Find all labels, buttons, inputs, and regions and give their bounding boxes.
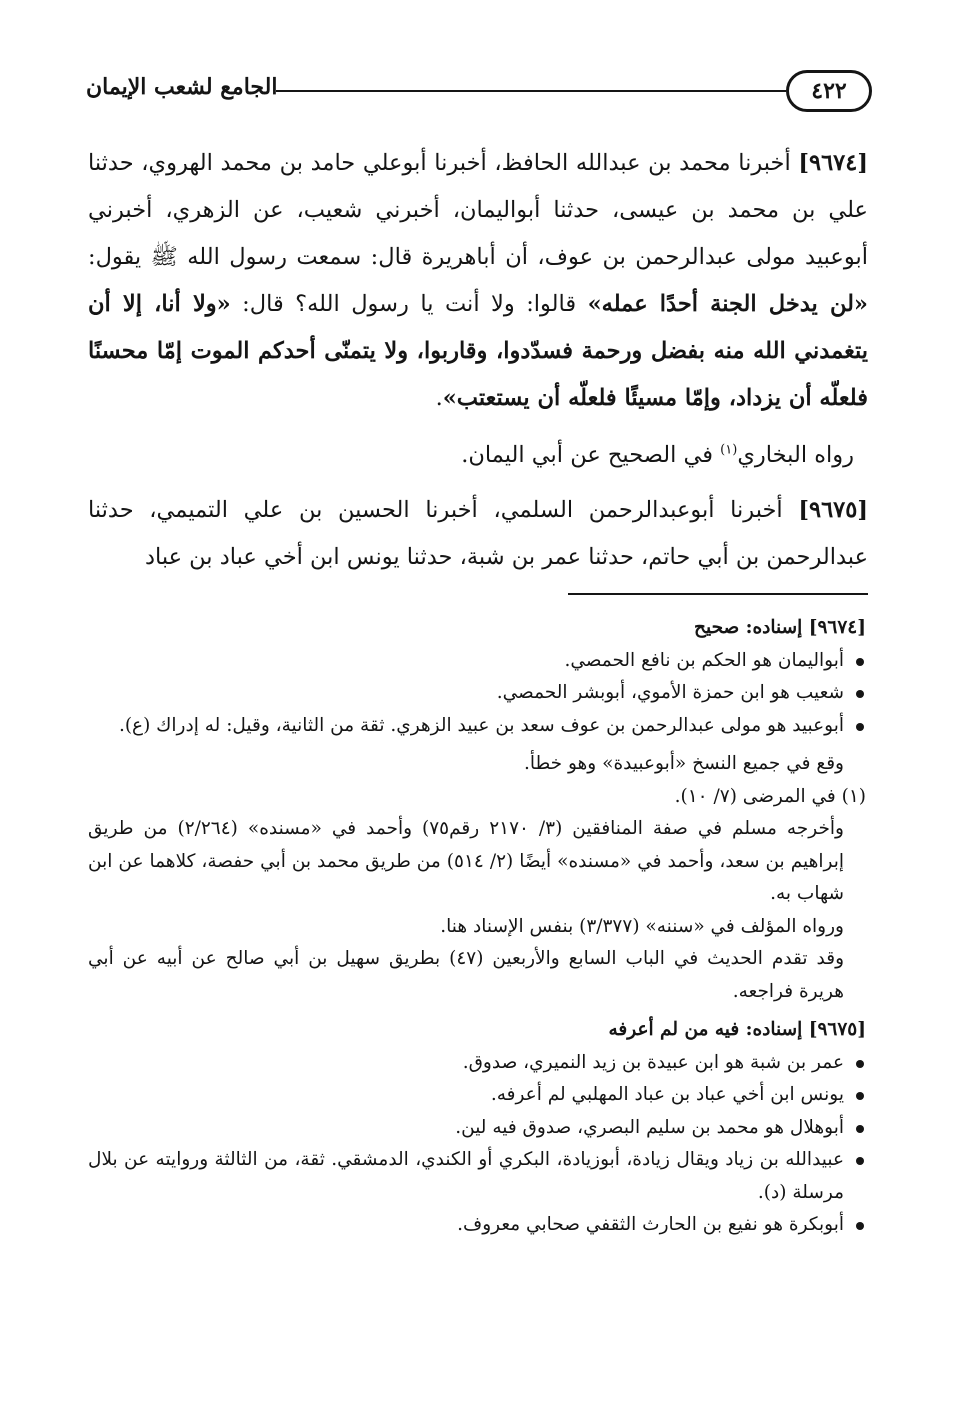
isnad-text: أخبرنا محمد بن عبدالله الحافظ، أخبرنا أبوعلي حامد بن محمد الهروي، حدثنا علي بن محمد بن عيسى، حدثنا أبواليمان، أخبرني شعيب، عن الزهري، أخبرني أبوعبيد مولى عبدالرحمن بن عوف، أن أباهريرة قال: سمعت رسول الله ﷺ يقول:: [88, 150, 868, 270]
footnotes: [88, 612, 866, 1242]
footnote-separator: [568, 593, 868, 595]
list-item: يونس ابن أخي عباد بن عباد المهلبي لم أعرفه.: [88, 1079, 844, 1112]
matn-connector: قالوا: ولا أنت يا رسول الله؟ قال:: [230, 291, 588, 317]
hadith-9675: [88, 487, 868, 581]
note-paragraph: وقد تقدم الحديث في الباب السابع والأربعين (٤٧) بطريق سهيل بن أبي صالح عن أبيه عن أبي هريرة فراجعه.: [88, 948, 845, 1002]
list-item: عبيدالله بن زياد ويقال زيادة، أبوزيادة، البكري أو الكندي، الدمشقي. ثقة، من الثالثة وروايته عن بلال مرسلة (د).: [88, 1144, 844, 1209]
hadith-number: [٩٦٧٤]: [798, 150, 868, 176]
list-item: عمر بن شبة هو ابن عبيدة بن زيد النميري، صدوق.: [88, 1047, 844, 1080]
narrator-list: [88, 645, 866, 743]
book-title: الجامع لشعب الإيمان: [86, 74, 278, 100]
footnote-1: (١) في المرضى (٧/ ١٠).: [674, 785, 866, 807]
header-rule: [276, 90, 786, 92]
list-item: شعيب هو ابن حمزة الأموي، أبوبشر الحمصي.: [88, 677, 844, 710]
riwaya-line: [88, 432, 854, 479]
footnote-ref[interactable]: (١): [720, 442, 738, 458]
riwaya-text: في الصحيح عن أبي اليمان.: [461, 442, 721, 468]
note-heading: [٩٦٧٤] إسناده: صحيح: [694, 617, 866, 638]
matn-quote: «لن يدخل الجنة أحدًا عمله»: [587, 291, 868, 317]
page-number: ٤٢٢: [786, 70, 872, 112]
isnad-text: أخبرنا أبوعبدالرحمن السلمي، أخبرنا الحسين بن علي التميمي، حدثنا عبدالرحمن بن أبي حاتم، حدثنا عمر بن شبة، حدثنا يونس ابن أخي عباد بن عباد: [88, 497, 868, 570]
hadith-number: [٩٦٧٥]: [798, 497, 868, 523]
main-text: [88, 140, 868, 591]
note-paragraph: وقع في جميع النسخ «أبوعبيدة» وهو خطأ.: [523, 753, 844, 774]
riwaya-text: رواه البخاري: [737, 442, 854, 468]
note-heading: [٩٦٧٥] إسناده: فيه من لم أعرفه: [608, 1019, 866, 1040]
matn-end: .: [435, 385, 443, 411]
note-paragraph: وأخرجه مسلم في صفة المنافقين (٣/ ٢١٧٠ رقم٧٥) وأحمد في «مسنده» (٢/٢٦٤) من طريق إبراهيم بن سعد، وأحمد في «مسنده» أيضًا (٢/ ٥١٤) من طريق محمد بن أبي حفصة، كلاهما عن ابن شهاب به.: [88, 818, 844, 904]
narrator-list: [88, 1047, 866, 1242]
list-item: أبوعبيد هو مولى عبدالرحمن بن عوف سعد بن عبيد الزهري. ثقة من الثانية، وقيل: له إدراك (ع).: [88, 710, 844, 743]
list-item: أبواليمان هو الحكم بن نافع الحمصي.: [88, 645, 844, 678]
page-header: [86, 60, 872, 122]
list-item: أبوهلال هو محمد بن سليم البصري، صدوق فيه لين.: [88, 1112, 844, 1145]
hadith-9674: [88, 140, 868, 422]
note-paragraph: ورواه المؤلف في «سننه» (٣/٣٧٧) بنفس الإسناد هنا.: [440, 915, 844, 937]
list-item: أبوبكرة هو نفيع بن الحارث الثقفي صحابي معروف.: [88, 1209, 844, 1242]
matn-quote: «ولا أنا، إلا أن يتغمدني الله منه بفضل ورحمة فسدّدوا، وقاربوا، ولا يتمنّى أحدكم الموت إمّا محسنًا فلعلّه أن يزداد، وإمّا مسيئًا فلعلّه أن يستعتب»: [88, 291, 868, 411]
